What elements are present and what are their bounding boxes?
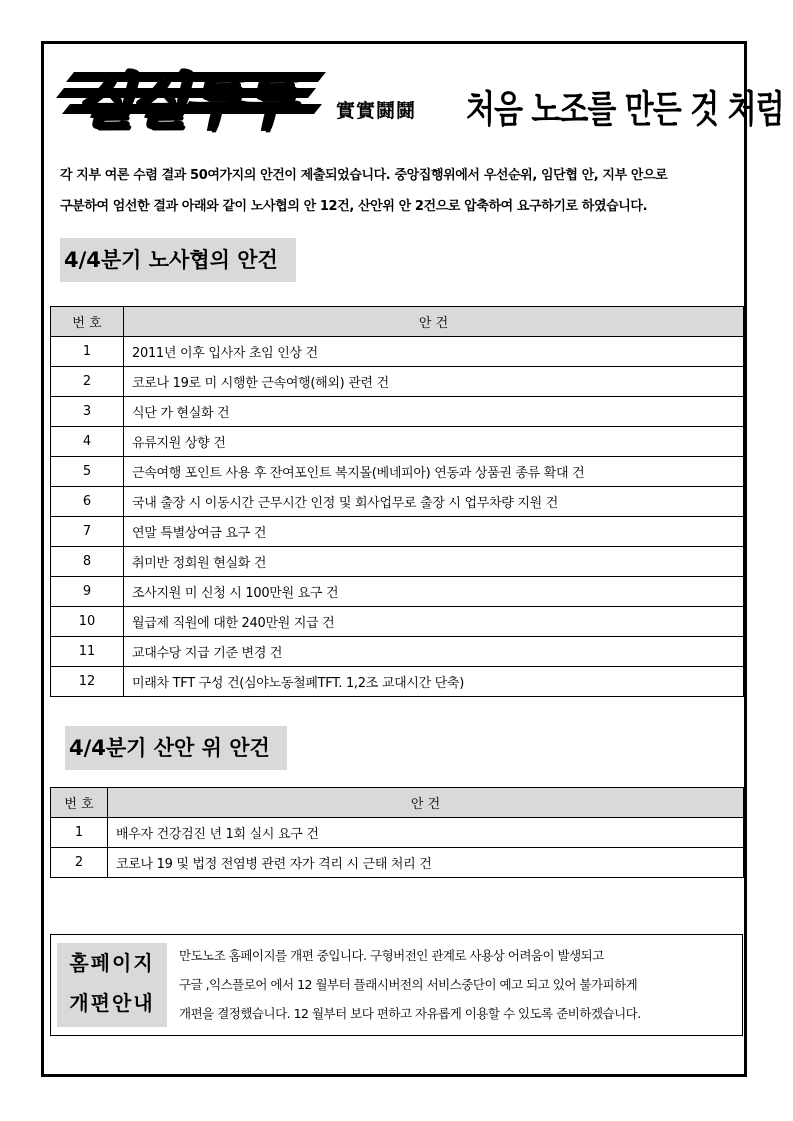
row-number: 11	[51, 637, 124, 667]
table-row	[51, 637, 744, 667]
notice-title-line: 홈페이지	[69, 951, 155, 975]
table-row	[51, 487, 744, 517]
intro-paragraph	[60, 160, 740, 222]
row-item: 배우자 건강검진 년 1회 실시 요구 건	[108, 818, 744, 848]
row-item: 식단 가 현실화 건	[124, 397, 744, 427]
table-row	[51, 427, 744, 457]
header-number: 번 호	[51, 788, 108, 818]
labor-agenda-table	[50, 306, 744, 697]
row-number: 3	[51, 397, 124, 427]
logo-hanja: 實實鬪鬪	[336, 100, 417, 122]
row-number: 9	[51, 577, 124, 607]
row-item: 미래차 TFT 구성 건(심야노동철폐TFT. 1,2조 교대시간 단축)	[124, 667, 744, 697]
intro-line: 각 지부 여론 수렴 결과 50여가지의 안건이 제출되었습니다. 중앙집행위에서 우선순위, 임단협 안, 지부 안으로	[60, 168, 668, 183]
labor-section-title: 4/4분기 노사협의 안건	[60, 238, 296, 282]
row-item: 2011년 이후 입사자 초임 인상 건	[124, 337, 744, 367]
row-item: 연말 특별상여금 요구 건	[124, 517, 744, 547]
row-item: 조사지원 미 신청 시 100만원 요구 건	[124, 577, 744, 607]
row-item: 국내 출장 시 이동시간 근무시간 인정 및 회사업무로 출장 시 업무차량 지원 건	[124, 487, 744, 517]
table-row	[51, 547, 744, 577]
table-row	[51, 367, 744, 397]
row-number: 5	[51, 457, 124, 487]
notice-line: 개편을 결정했습니다. 12 월부터 보다 편하고 자유롭게 이용할 수 있도록 준비하겠습니다.	[179, 1006, 641, 1021]
table-row	[51, 517, 744, 547]
safety-section-title: 4/4분기 산안 위 안건	[65, 726, 287, 770]
table-row	[51, 818, 744, 848]
notice-title-line: 개편안내	[69, 991, 155, 1015]
homepage-notice-box	[50, 934, 743, 1036]
logo-text: 실실투투	[76, 67, 292, 137]
row-number: 1	[51, 337, 124, 367]
table-row	[51, 577, 744, 607]
row-number: 10	[51, 607, 124, 637]
row-number: 7	[51, 517, 124, 547]
header-number: 번 호	[51, 307, 124, 337]
row-number: 6	[51, 487, 124, 517]
row-number: 1	[51, 818, 108, 848]
table-header-row	[51, 788, 744, 818]
row-number: 8	[51, 547, 124, 577]
row-item: 유류지원 상향 건	[124, 427, 744, 457]
row-item: 근속여행 포인트 사용 후 잔여포인트 복지몰(베네피아) 연동과 상품권 종류 확대 건	[124, 457, 744, 487]
notice-title	[57, 943, 167, 1027]
row-number: 2	[51, 848, 108, 878]
row-number: 4	[51, 427, 124, 457]
intro-line: 구분하여 엄선한 결과 아래와 같이 노사협의 안 12건, 산안위 안 2건으로 압축하여 요구하기로 하였습니다.	[60, 199, 648, 214]
table-row	[51, 457, 744, 487]
table-header-row	[51, 307, 744, 337]
table-row	[51, 848, 744, 878]
table-row	[51, 337, 744, 367]
table-row	[51, 607, 744, 637]
row-item: 취미반 정회원 현실화 건	[124, 547, 744, 577]
slogan: 처음 노조를 만든 것 처럼	[466, 88, 784, 132]
table-row	[51, 397, 744, 427]
row-number: 2	[51, 367, 124, 397]
row-number: 12	[51, 667, 124, 697]
notice-line: 구글 ,익스플로어 에서 12 월부터 플래시버전의 서비스중단이 예고 되고 있어 불가피하게	[179, 977, 638, 992]
table-row	[51, 667, 744, 697]
notice-body	[179, 941, 735, 1028]
notice-line: 만도노조 홈페이지를 개편 중입니다. 구형버전인 관계로 사용상 어려움이 발생되고	[179, 948, 604, 963]
safety-agenda-table	[50, 787, 744, 878]
row-item: 코로나 19로 미 시행한 근속여행(해외) 관련 건	[124, 367, 744, 397]
header-item: 안 건	[108, 788, 744, 818]
row-item: 코로나 19 및 법정 전염병 관련 자가 격리 시 근태 처리 건	[108, 848, 744, 878]
header-item: 안 건	[124, 307, 744, 337]
row-item: 월급제 직원에 대한 240만원 지급 건	[124, 607, 744, 637]
logo	[56, 60, 336, 137]
masthead	[56, 60, 784, 140]
row-item: 교대수당 지급 기준 변경 건	[124, 637, 744, 667]
